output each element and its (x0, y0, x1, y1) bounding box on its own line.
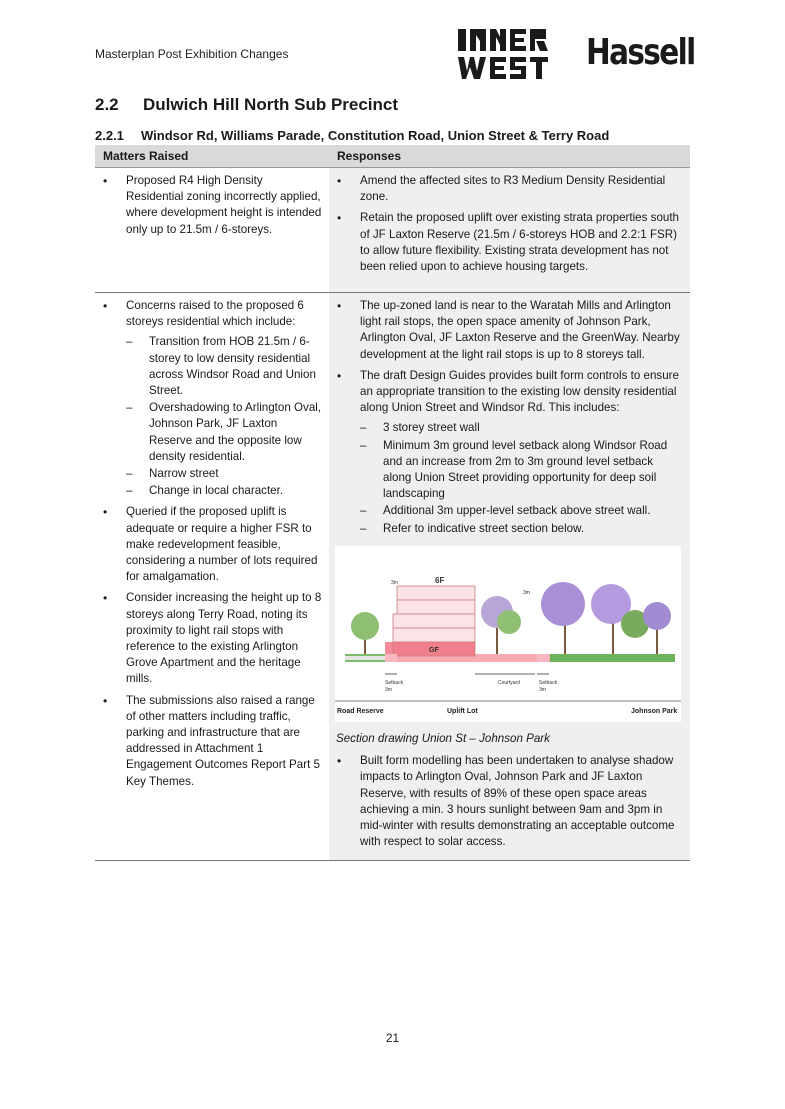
list-item: • Built form modelling has been undertaken to analyse shadow impacts to Arlington Oval, Johnson Park and JF Laxton Reserve, with results of 89% of these open space areas achieving a min. 3 hours sunlight between 9am and 3pm in mid-winter with results demonstrating an acceptable outcome with respect to solar access. (329, 753, 690, 850)
sub-list-item: – Refer to indicative street section below. (360, 521, 684, 537)
list-item-text: The draft Design Guides provides built form controls to ensure an appropriate transition to the existing low density residential along Union Street and Windsor Rd. This includes: (360, 368, 679, 415)
subsection-title: Windsor Rd, Williams Parade, Constitution Road, Union Street & Terry Road (141, 128, 610, 143)
top-setback-right-label: 3m (523, 589, 530, 596)
street-section-drawing (335, 546, 681, 722)
hassell-logo: Hassell (586, 32, 695, 73)
sub-list-item: – Additional 3m upper-level setback above street wall. (360, 503, 684, 519)
setback-right-dimension: 3m (539, 686, 546, 693)
subsection-number: 2.2.1 (95, 128, 124, 143)
list-item: • Proposed R4 High Density Residential zoning incorrectly applied, where development height is intended only up to 21.5m / 6-storeys. (95, 173, 329, 238)
matters-cell (95, 293, 329, 861)
matters-column-header: Matters Raised (95, 145, 329, 168)
sub-list-item: – Change in local character. (126, 483, 323, 499)
subsection-heading (95, 128, 609, 143)
list-item: • The up-zoned land is near to the Waratah Mills and Arlington light rail stops, the open space amenity of Johnson Park, Arlington Oval, JF Laxton Reserve and the GreenWay. Nearby development at the light rail stops is up to 8 storeys tall. (329, 298, 690, 363)
list-item (95, 298, 329, 499)
matters-responses-table (95, 145, 690, 861)
sub-list-item: – Overshadowing to Arlington Oval, Johnson Park, JF Laxton Reserve and the opposite low density residential. (126, 400, 323, 465)
courtyard-label: Courtyard (498, 679, 520, 686)
setback-right-label: Setback (539, 679, 558, 686)
document-title: Masterplan Post Exhibition Changes (95, 47, 289, 61)
matters-cell (95, 168, 329, 293)
road-reserve-label: Road Reserve (337, 707, 384, 715)
uplift-lot-label: Uplift Lot (447, 707, 478, 715)
responses-cell (329, 293, 690, 861)
setback-left-label: Setback (385, 679, 404, 686)
page-number: 21 (385, 1031, 400, 1045)
level-top-label: 6F (435, 575, 445, 585)
top-setback-left-label: 3m (391, 579, 398, 586)
level-ground-label: GF (429, 646, 439, 654)
list-item: • Retain the proposed uplift over existing strata properties south of JF Laxton Reserve (21.5m / 6-storeys HOB and 2.2:1 FSR) to allow future flexibility. Existing strata development has not been relied upon to achieve housing targets. (329, 210, 690, 275)
list-item-text: Concerns raised to the proposed 6 storeys residential which include: (126, 299, 304, 329)
list-item (329, 368, 690, 537)
list-item: • Amend the affected sites to R3 Medium Density Residential zone. (329, 173, 690, 205)
johnson-park-label: Johnson Park (631, 707, 678, 715)
list-item: • Consider increasing the height up to 8 storeys along Terry Road, noting its proximity to light rail stops with reference to the existing Arlington Grove Apartment and the heritage mills. (95, 590, 329, 687)
list-item: • The submissions also raised a range of other matters including traffic, parking and infrastructure that are addressed in Attachment 1 Engagement Outcomes Report Part 5 Key Themes. (95, 693, 329, 790)
inner-west-logo (458, 27, 556, 81)
responses-cell (329, 168, 690, 293)
setback-left-dimension: 3m (385, 686, 392, 693)
sub-list-item: – Transition from HOB 21.5m / 6-storey to low density residential across Windsor Road and Union Street. (126, 334, 323, 399)
responses-column-header: Responses (329, 145, 690, 168)
section-heading (95, 95, 398, 115)
sub-list-item: – 3 storey street wall (360, 420, 684, 436)
figure-caption: Section drawing Union St – Johnson Park (336, 732, 550, 746)
sub-list-item: – Narrow street (126, 466, 323, 482)
table-row (95, 293, 690, 861)
table-row (95, 168, 690, 293)
list-item: • Queried if the proposed uplift is adequate or require a higher FSR to make redevelopment feasible, considering a number of lots required for amalgamation. (95, 504, 329, 585)
sub-list-item: – Minimum 3m ground level setback along Windsor Road and an increase from 2m to 3m ground level setback along Union Street providing opportunity for deep soil landscaping (360, 438, 684, 503)
section-title: Dulwich Hill North Sub Precinct (143, 95, 399, 114)
section-number: 2.2 (95, 95, 119, 114)
